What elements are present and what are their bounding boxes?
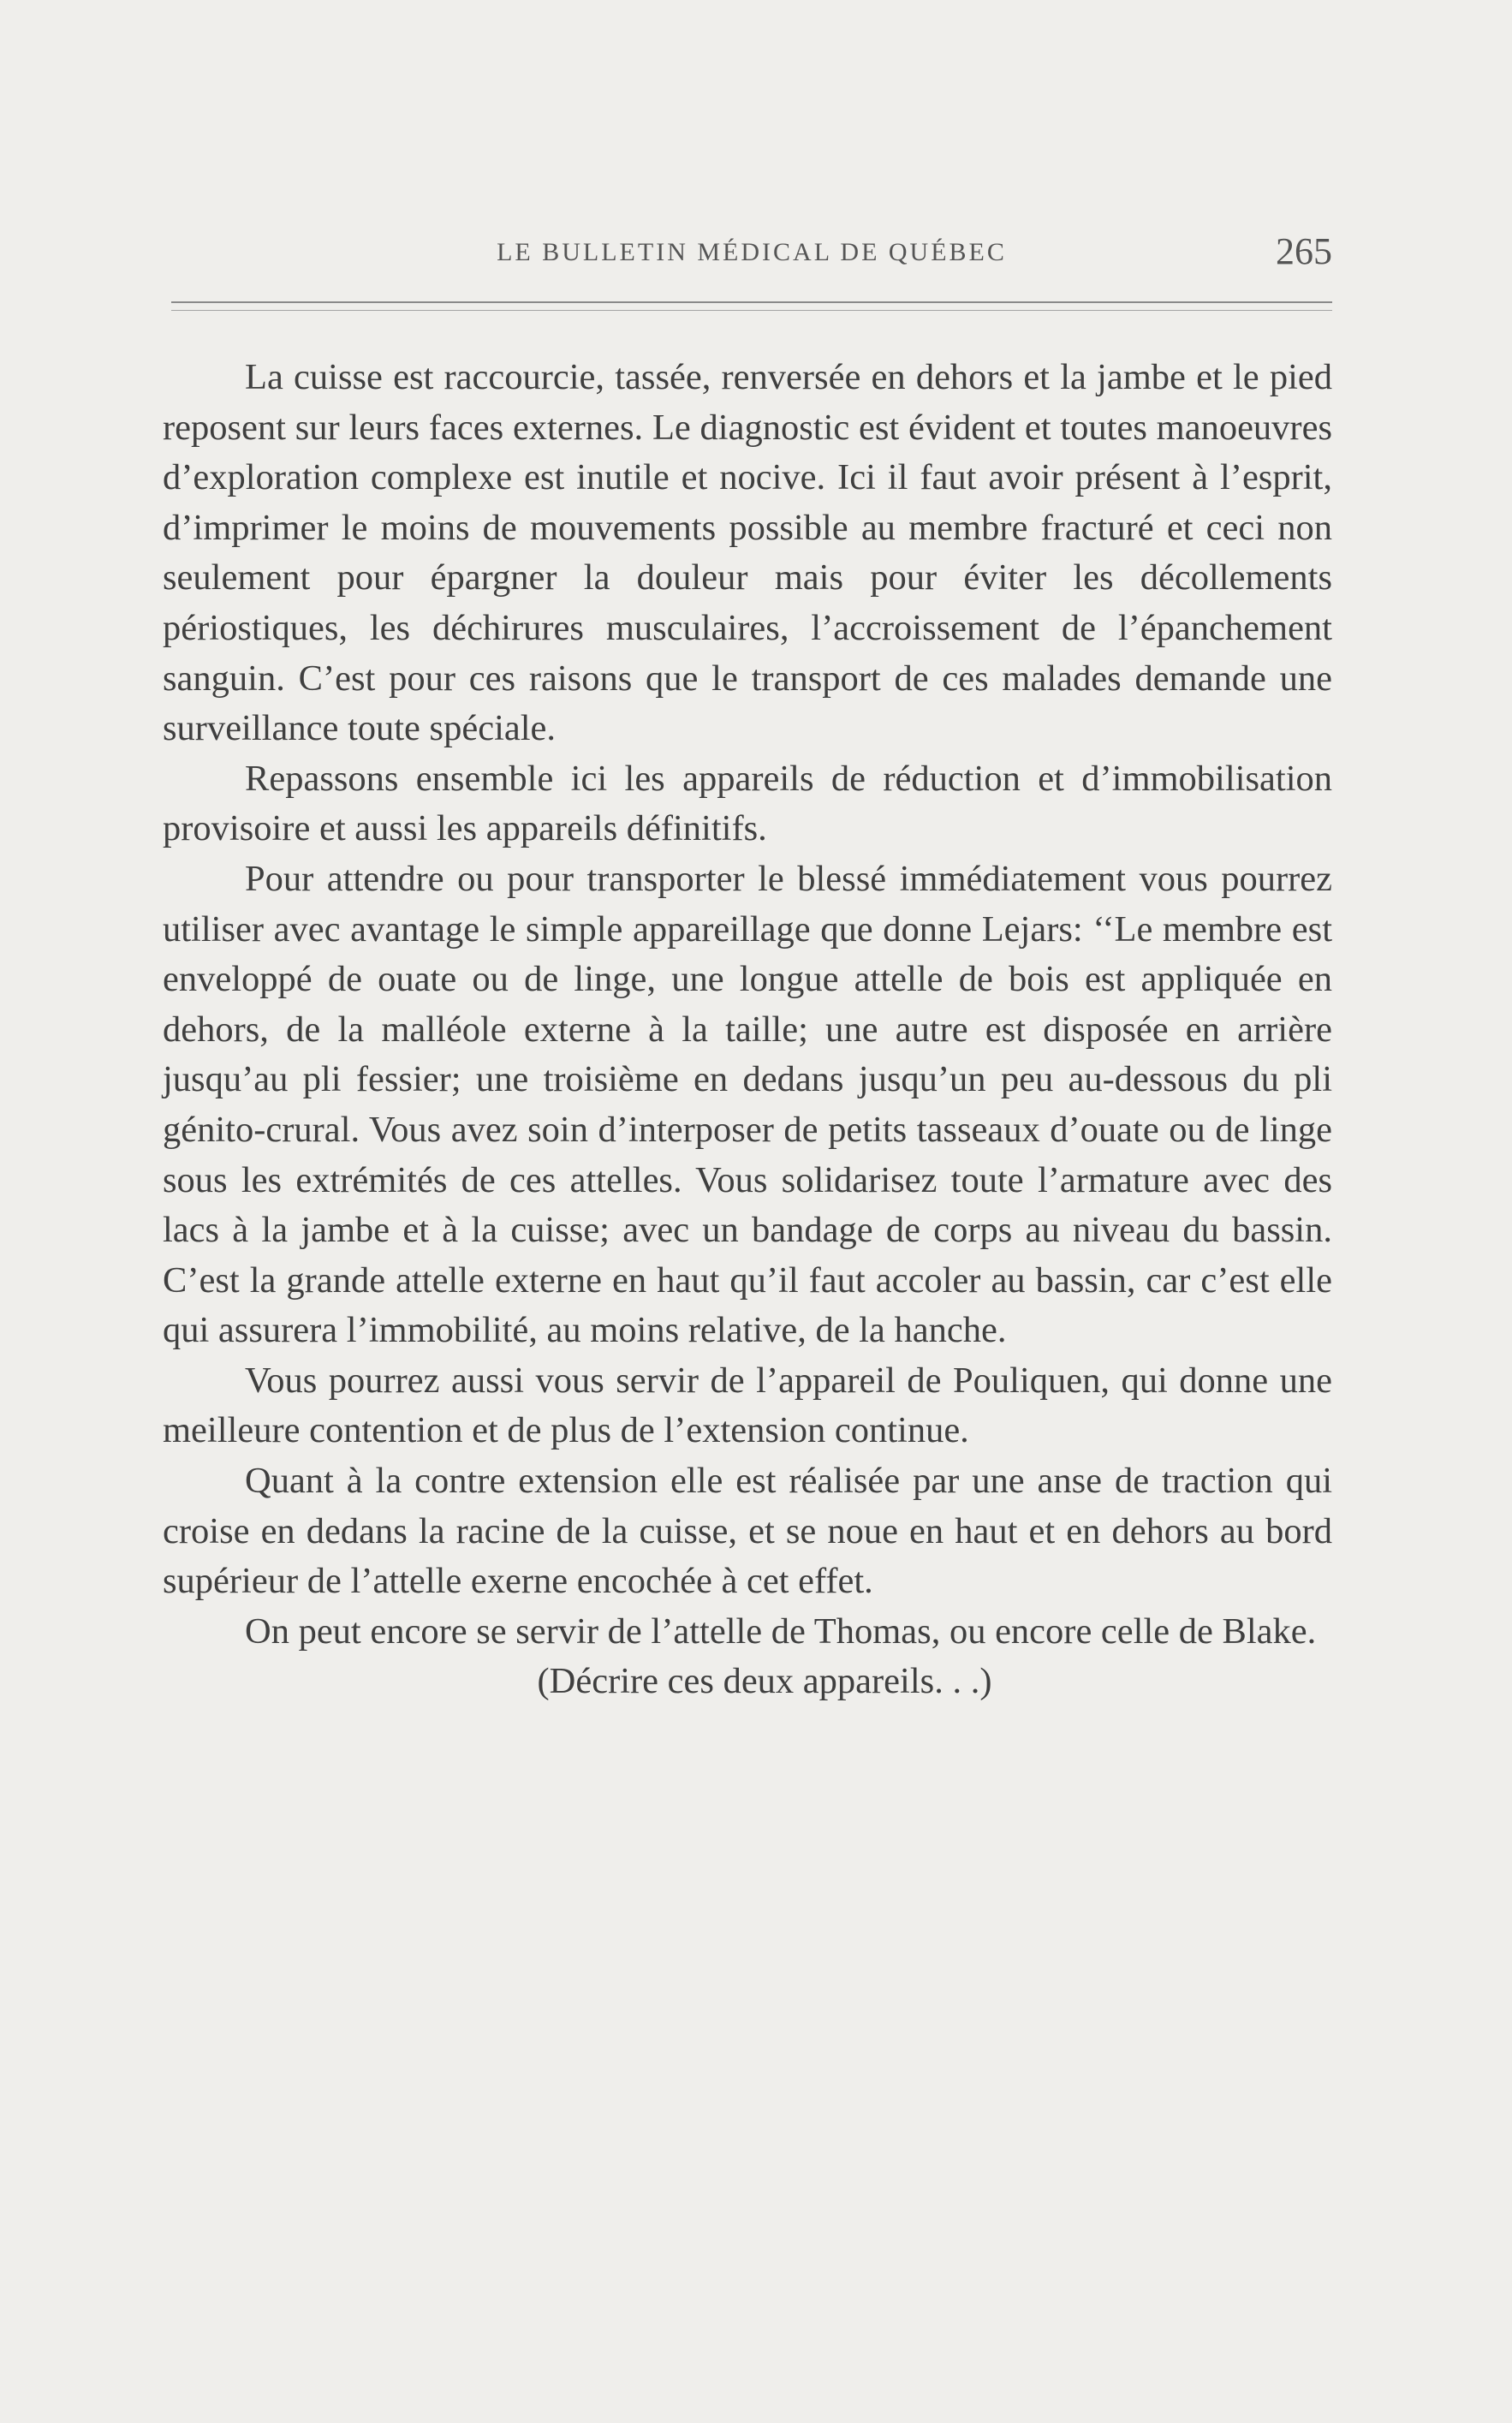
- paragraph-2: Repassons ensemble ici les appareils de réduction et d’immobilisation provisoire et aussi les appareils définitifs.: [163, 758, 1332, 849]
- header-rule-thin: [171, 310, 1332, 311]
- paragraph-5: Quant à la contre extension elle est réalisée par une anse de traction qui croise en dedans la racine de la cuisse, et se noue en haut et en dehors au bord supérieur de l’attelle exerne encochée à cet effet.: [163, 1461, 1332, 1602]
- body-text: [163, 353, 1332, 1707]
- running-head: [171, 229, 1332, 281]
- paragraph-3: Pour attendre ou pour transporter le blessé immédiatement vous pourrez utiliser avec avantage le simple appareillage que donne Lejars: ‘‘Le membre est enveloppé de ouate ou de linge, une longue attelle de bois est appliquée en dehors, de la malléole externe à la taille; une autre est disposée en arrière jusqu’au pli fessier; une troisième en dedans jusqu’un peu au-dessous du pli génito-crural. Vous avez soin d’interposer de petits tasseaux d’ouate ou de linge sous les extrémités de ces attelles. Vous solidarisez toute l’armature avec des lacs à la jambe et à la cuisse; avec un bandage de corps au niveau du bassin. C’est la grande attelle externe en haut qu’il faut accoler au bassin, car c’est elle qui assurera l’immobilité, au moins relative, de la hanche.: [163, 858, 1332, 1351]
- paragraph-6: On peut encore se servir de l’attelle de Thomas, ou encore celle de Blake.: [245, 1610, 1317, 1652]
- paragraph-7: (Décrire ces deux appareils. . .): [537, 1661, 992, 1702]
- page-number: 265: [1276, 230, 1332, 272]
- header-rule-thick: [171, 301, 1332, 303]
- running-title: LE BULLETIN MÉDICAL DE QUÉBEC: [497, 238, 1007, 266]
- paragraph-4: Vous pourrez aussi vous servir de l’appareil de Pouliquen, qui donne une meilleure contention et de plus de l’extension continue.: [163, 1360, 1332, 1451]
- paragraph-1: La cuisse est raccourcie, tassée, renversée en dehors et la jambe et le pied reposent sur leurs faces externes. Le diagnostic est évident et toutes manoeuvres d’exploration complexe est inutile et nocive. Ici il faut avoir présent à l’esprit, d’imprimer le moins de mouvements possible au membre fracturé et ceci non seulement pour épargner la douleur mais pour éviter les décollements périostiques, les déchirures musculaires, l’accroissement de l’épanchement sanguin. C’est pour ces raisons que le transport de ces malades demande une surveillance toute spéciale.: [163, 357, 1332, 749]
